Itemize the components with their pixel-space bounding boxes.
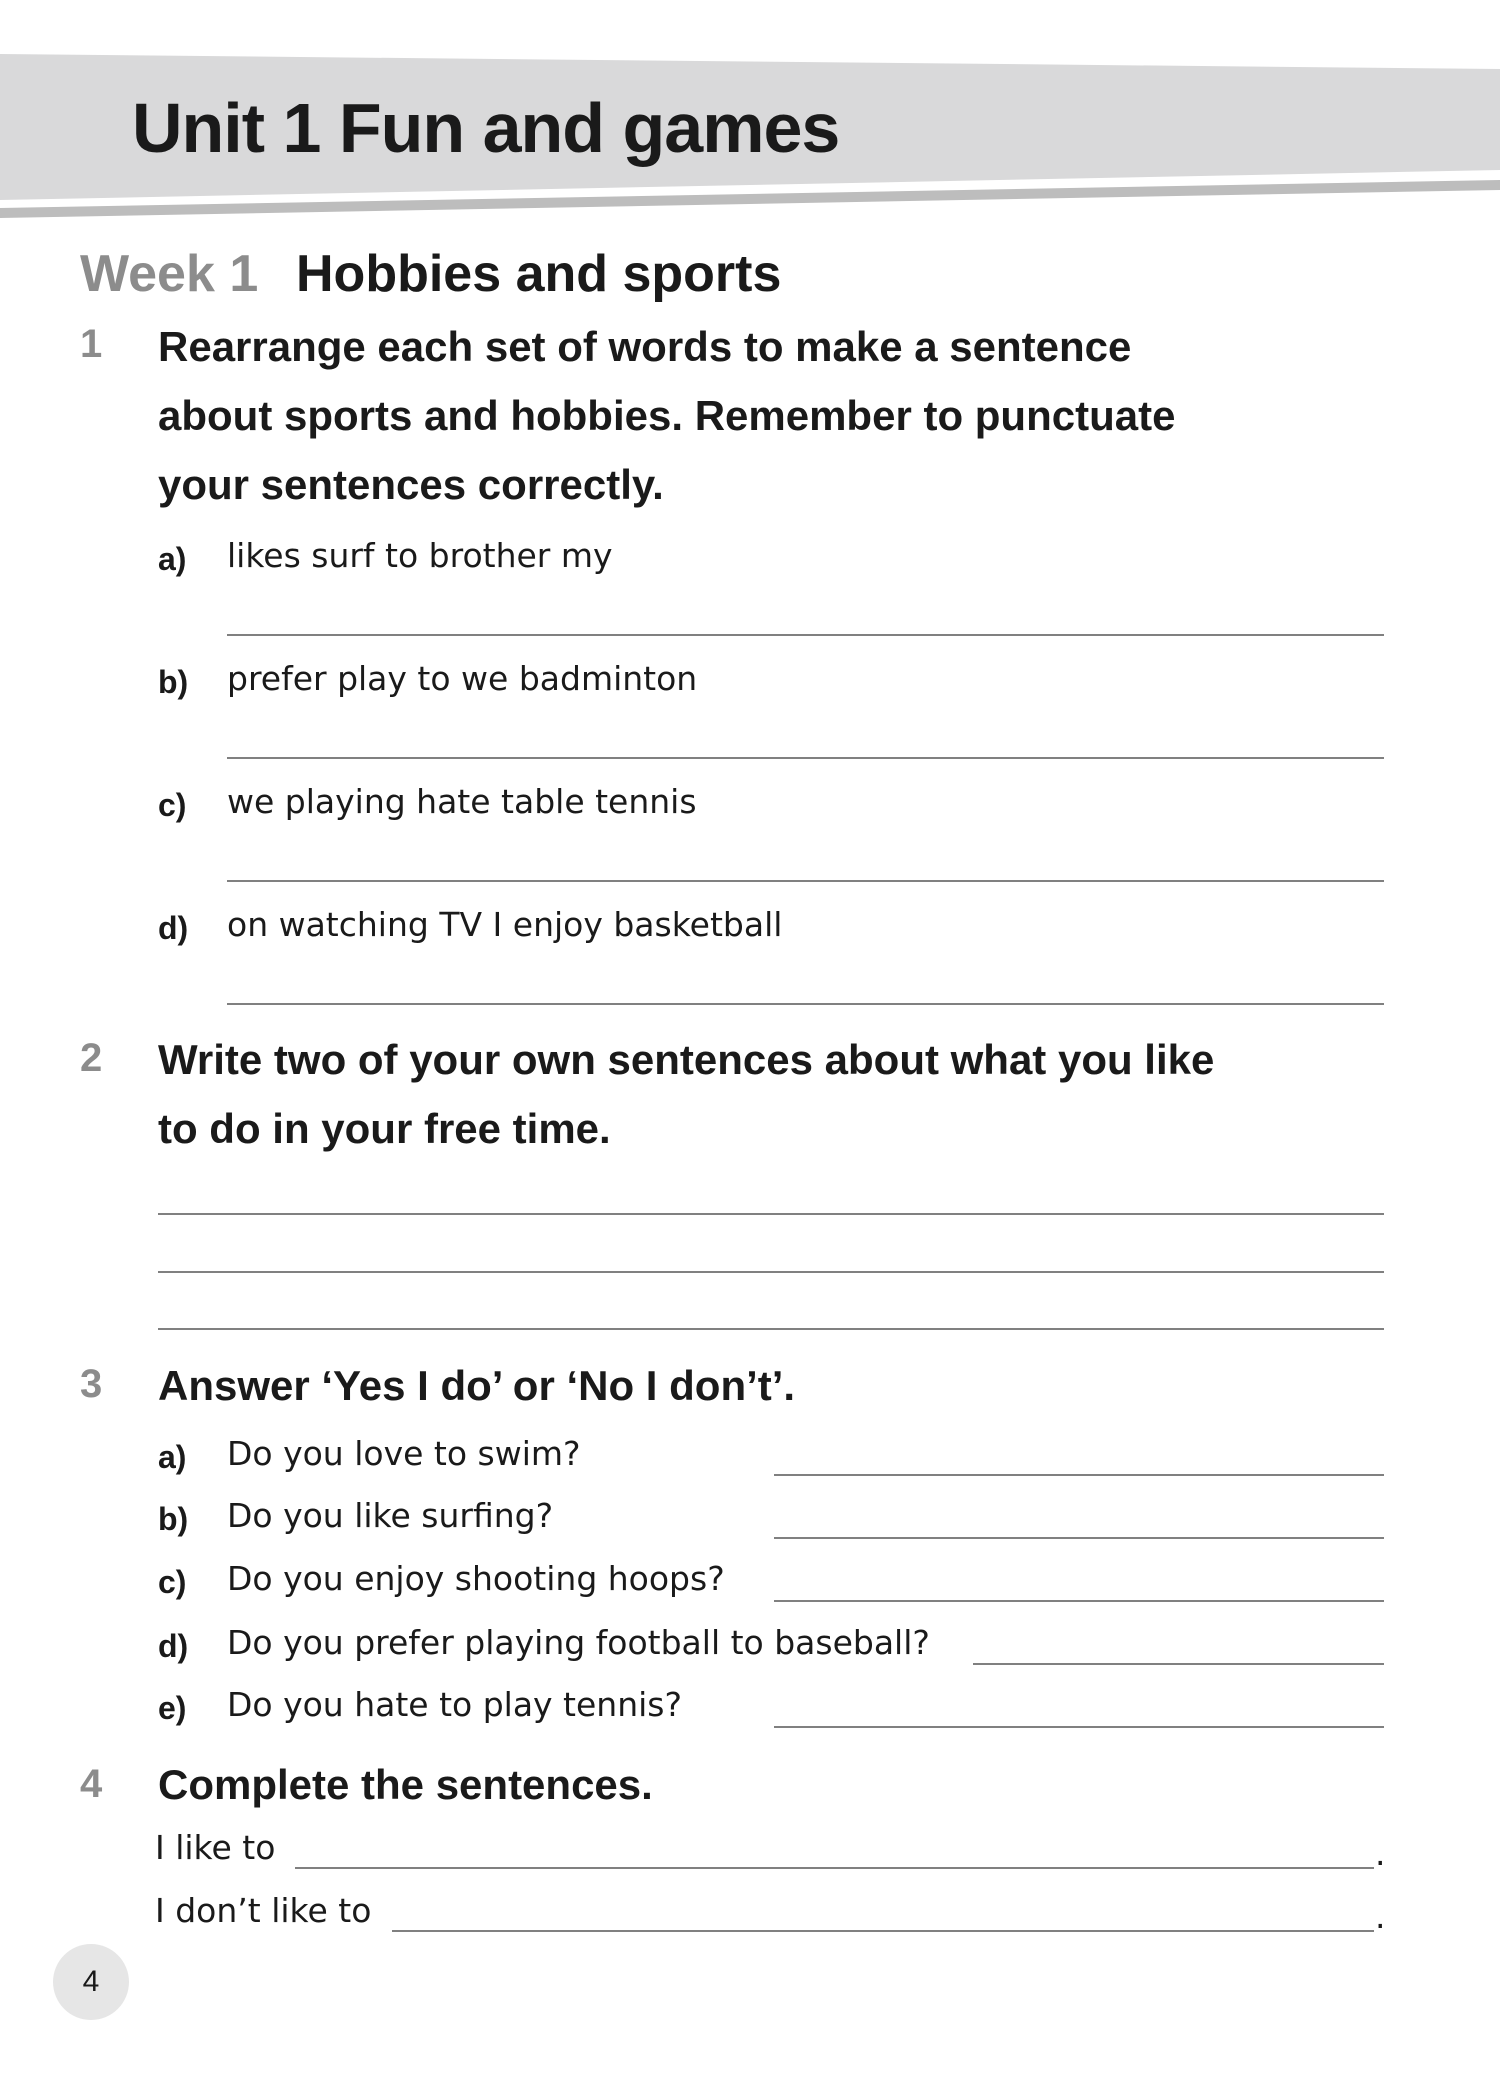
instruction-line: Rearrange each set of words to make a sentence <box>158 323 1132 370</box>
sentence-end: . <box>1375 1897 1386 1936</box>
answer-line[interactable] <box>227 757 1384 759</box>
item-text: Do you love to swim? <box>227 1434 581 1473</box>
page-number: 4 <box>53 1944 129 2020</box>
item-label: a) <box>158 1439 187 1475</box>
item-text: Do you hate to play tennis? <box>227 1685 683 1724</box>
answer-line[interactable] <box>158 1271 1384 1273</box>
item-text: we playing hate table tennis <box>227 782 697 821</box>
item-label: c) <box>158 1564 187 1600</box>
answer-line[interactable] <box>774 1474 1384 1476</box>
question-number: 1 <box>80 322 103 366</box>
item-text: likes surf to brother my <box>227 536 613 575</box>
item-text: on watching TV I enjoy basketball <box>227 905 783 944</box>
item-label: d) <box>158 910 189 946</box>
item-label: b) <box>158 664 189 700</box>
sentence-end: . <box>1375 1834 1386 1873</box>
item-text: Do you prefer playing football to baseball? <box>227 1623 930 1662</box>
sentence-prefix: I like to <box>155 1828 276 1867</box>
answer-line[interactable] <box>158 1328 1384 1330</box>
item-label: c) <box>158 787 187 823</box>
unit-title: Unit 1 Fun and games <box>132 89 840 167</box>
instruction-line: your sentences correctly. <box>158 461 664 508</box>
answer-line[interactable] <box>295 1867 1374 1869</box>
instruction-line: about sports and hobbies. Remember to punctuate <box>158 392 1176 439</box>
item-label: e) <box>158 1690 187 1726</box>
instruction-line: Write two of your own sentences about what you like <box>158 1036 1215 1083</box>
instruction-line: to do in your free time. <box>158 1105 611 1152</box>
answer-line[interactable] <box>227 1003 1384 1005</box>
item-text: prefer play to we badminton <box>227 659 698 698</box>
question-instruction <box>158 1025 1214 1163</box>
answer-line[interactable] <box>227 634 1384 636</box>
sentence-prefix: I don’t like to <box>155 1891 372 1930</box>
question-number: 2 <box>80 1036 103 1080</box>
week-title: Hobbies and sports <box>296 245 782 303</box>
answer-line[interactable] <box>774 1537 1384 1539</box>
question-instruction: Complete the sentences. <box>158 1761 653 1808</box>
answer-line[interactable] <box>973 1663 1384 1665</box>
answer-line[interactable] <box>158 1213 1384 1215</box>
item-text: Do you like surfing? <box>227 1496 554 1535</box>
question-number: 4 <box>80 1762 103 1806</box>
week-label: Week 1 <box>80 245 259 303</box>
item-label: b) <box>158 1501 189 1537</box>
answer-line[interactable] <box>227 880 1384 882</box>
question-instruction <box>158 312 1175 519</box>
question-number: 3 <box>80 1362 103 1406</box>
item-text: Do you enjoy shooting hoops? <box>227 1559 725 1598</box>
answer-line[interactable] <box>774 1600 1384 1602</box>
question-instruction: Answer ‘Yes I do’ or ‘No I don’t’. <box>158 1362 796 1409</box>
answer-line[interactable] <box>774 1726 1384 1728</box>
item-label: d) <box>158 1628 189 1664</box>
answer-line[interactable] <box>392 1930 1374 1932</box>
item-label: a) <box>158 541 187 577</box>
